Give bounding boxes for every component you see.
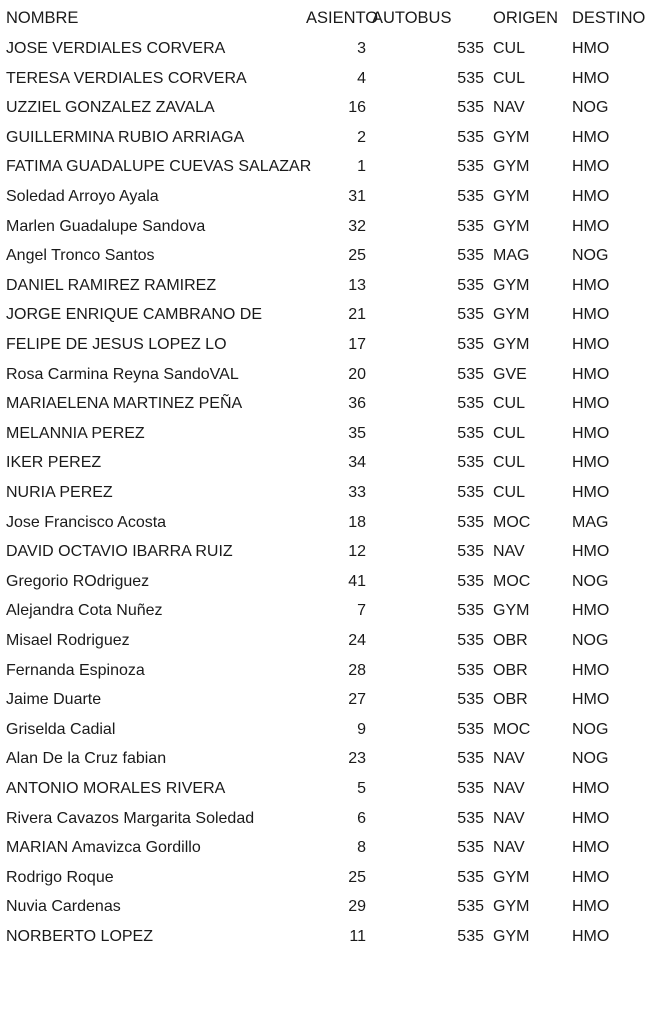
seat-number: 13 — [348, 276, 366, 294]
table-row — [0, 419, 641, 449]
passenger-name: UZZIEL GONZALEZ ZAVALA — [6, 99, 215, 117]
seat-number: 4 — [357, 69, 366, 87]
seat-number: 8 — [357, 839, 366, 857]
bus-number: 535 — [457, 868, 484, 886]
passenger-name: JOSE VERDIALES CORVERA — [6, 40, 226, 57]
bus-number: 535 — [457, 720, 484, 738]
table-row — [0, 863, 641, 893]
destination-code: HMO — [572, 868, 610, 886]
destination-code: HMO — [572, 602, 610, 620]
seat-number: 31 — [348, 188, 366, 205]
table-row — [0, 892, 641, 922]
origin-code: GYM — [493, 276, 530, 294]
table-row — [0, 537, 641, 567]
table-row — [0, 774, 641, 804]
origin-code: GYM — [493, 217, 530, 235]
seat-number: 17 — [348, 336, 366, 353]
bus-number: 535 — [457, 809, 484, 827]
table-row — [0, 64, 641, 94]
bus-number: 535 — [457, 484, 484, 501]
origin-code: NAV — [493, 99, 525, 117]
destination-code: NOG — [572, 99, 609, 117]
bus-number: 535 — [457, 306, 484, 324]
seat-number: 1 — [357, 158, 366, 176]
passenger-name: Nuvia Cardenas — [6, 898, 121, 916]
passenger-name: Marlen Guadalupe Sandova — [6, 217, 206, 235]
table-row — [0, 241, 641, 271]
bus-number: 535 — [457, 40, 484, 57]
origin-code: MOC — [493, 513, 531, 531]
origin-code: NAV — [493, 750, 525, 768]
seat-number: 24 — [348, 632, 366, 649]
bus-number: 535 — [457, 424, 484, 442]
seat-number: 23 — [348, 750, 366, 768]
seat-number: 32 — [348, 217, 366, 235]
passenger-name: MARIAN Amavizca Gordillo — [6, 839, 201, 857]
seat-number: 27 — [348, 691, 366, 709]
destination-code: NOG — [572, 750, 609, 768]
origin-code: MOC — [493, 572, 531, 590]
seat-number: 28 — [348, 661, 366, 679]
table-row — [0, 567, 641, 597]
table-row — [0, 656, 641, 686]
table-row — [0, 182, 641, 212]
origin-code: OBR — [493, 632, 528, 649]
origin-code: GYM — [493, 306, 530, 324]
seat-number: 7 — [357, 602, 366, 620]
passenger-name: TERESA VERDIALES CORVERA — [6, 69, 247, 87]
table-row — [0, 508, 641, 538]
seat-number: 34 — [348, 454, 366, 472]
destination-code: HMO — [572, 928, 610, 945]
bus-number: 535 — [457, 780, 484, 797]
destination-code: HMO — [572, 424, 610, 442]
bus-number: 535 — [457, 602, 484, 620]
seat-number: 29 — [348, 898, 366, 916]
passenger-name: Misael Rodriguez — [6, 632, 130, 649]
origin-code: GYM — [493, 158, 530, 176]
seat-number: 11 — [349, 928, 366, 945]
origin-code: GYM — [493, 898, 530, 916]
destination-code: HMO — [572, 898, 610, 916]
destination-code: HMO — [572, 780, 610, 797]
seat-number: 20 — [348, 365, 366, 383]
bus-number: 535 — [457, 513, 484, 531]
passenger-name: Soledad Arroyo Ayala — [6, 188, 159, 205]
seat-number: 6 — [357, 809, 366, 827]
bus-number: 535 — [457, 276, 484, 294]
origin-code: GVE — [493, 365, 527, 383]
passenger-name: FATIMA GUADALUPE CUEVAS SALAZAR — [6, 158, 312, 176]
bus-number: 535 — [457, 365, 484, 383]
table-row — [0, 596, 641, 626]
table-row — [0, 212, 641, 242]
destination-code: NOG — [572, 572, 609, 590]
header-row — [0, 4, 645, 34]
table-row — [0, 626, 641, 656]
table-row — [0, 685, 641, 715]
bus-number: 535 — [457, 543, 484, 561]
destination-code: HMO — [572, 839, 610, 857]
destination-code: HMO — [572, 543, 610, 561]
passenger-name: Rosa Carmina Reyna SandoVAL — [6, 365, 239, 383]
destination-code: HMO — [572, 217, 610, 235]
destination-code: NOG — [572, 720, 609, 738]
origin-code: CUL — [493, 40, 526, 57]
origin-code: CUL — [493, 69, 526, 87]
destination-code: HMO — [572, 365, 610, 383]
bus-number: 535 — [457, 336, 484, 353]
origin-code: GYM — [493, 188, 530, 205]
origin-code: CUL — [493, 484, 526, 501]
origin-code: GYM — [493, 868, 530, 886]
destination-code: MAG — [572, 513, 609, 531]
table-row — [0, 715, 641, 745]
table-row — [0, 478, 641, 508]
header-name: NOMBRE — [6, 9, 79, 27]
destination-code: HMO — [572, 454, 610, 472]
destination-code: HMO — [572, 69, 610, 87]
table-row — [0, 123, 641, 153]
bus-number: 535 — [457, 572, 484, 590]
table-row — [0, 300, 641, 330]
seat-number: 18 — [348, 513, 366, 531]
destination-code: HMO — [572, 128, 610, 146]
passenger-name: IKER PEREZ — [6, 454, 102, 472]
passenger-name: Alan De la Cruz fabian — [6, 750, 167, 768]
origin-code: GYM — [493, 602, 530, 620]
passenger-name: Jose Francisco Acosta — [6, 513, 167, 531]
origin-code: OBR — [493, 691, 528, 709]
destination-code: NOG — [572, 247, 609, 265]
bus-number: 535 — [457, 928, 484, 945]
table-row — [0, 744, 641, 774]
passenger-name: NORBERTO LOPEZ — [6, 928, 153, 945]
destination-code: HMO — [572, 188, 610, 205]
bus-number: 535 — [457, 750, 484, 768]
passenger-name: MELANNIA PEREZ — [6, 424, 145, 442]
origin-code: NAV — [493, 543, 525, 561]
table-row — [0, 389, 641, 419]
destination-code: HMO — [572, 395, 610, 413]
destination-code: HMO — [572, 336, 610, 353]
passenger-name: MARIAELENA MARTINEZ PEÑA — [6, 395, 243, 413]
bus-number: 535 — [457, 188, 484, 205]
header-seat: ASIENTO — [306, 9, 379, 27]
bus-number: 535 — [457, 69, 484, 87]
seat-number: 21 — [348, 306, 366, 324]
seat-number: 36 — [348, 395, 366, 413]
origin-code: NAV — [493, 839, 525, 857]
origin-code: GYM — [493, 128, 530, 146]
destination-code: HMO — [572, 276, 610, 294]
bus-number: 535 — [457, 158, 484, 176]
passenger-name: DAVID OCTAVIO IBARRA RUIZ — [6, 543, 233, 561]
origin-code: GYM — [493, 928, 530, 945]
bus-number: 535 — [457, 247, 484, 265]
seat-number: 2 — [357, 128, 366, 146]
seat-number: 9 — [357, 720, 366, 738]
bus-number: 535 — [457, 661, 484, 679]
table-row — [0, 271, 641, 301]
bus-number: 535 — [457, 454, 484, 472]
passenger-name: Griselda Cadial — [6, 720, 116, 738]
seat-number: 33 — [348, 484, 366, 501]
origin-code: MOC — [493, 720, 531, 738]
table-row — [0, 804, 641, 834]
seat-number: 25 — [348, 247, 366, 265]
passenger-name: ANTONIO MORALES RIVERA — [6, 780, 226, 797]
table-row — [0, 330, 641, 360]
passenger-name: Alejandra Cota Nuñez — [6, 602, 163, 620]
destination-code: HMO — [572, 40, 610, 57]
origin-code: OBR — [493, 661, 528, 679]
seat-number: 16 — [348, 99, 366, 117]
table-row — [0, 93, 641, 123]
origin-code: CUL — [493, 395, 526, 413]
table-row — [0, 360, 641, 390]
seat-number: 35 — [348, 424, 366, 442]
seat-number: 25 — [348, 868, 366, 886]
origin-code: NAV — [493, 809, 525, 827]
passenger-name: DANIEL RAMIREZ RAMIREZ — [6, 276, 217, 294]
origin-code: GYM — [493, 336, 530, 353]
bus-number: 535 — [457, 898, 484, 916]
table-row — [0, 833, 641, 863]
origin-code: NAV — [493, 780, 525, 797]
destination-code: HMO — [572, 809, 610, 827]
origin-code: CUL — [493, 454, 526, 472]
table-row — [0, 448, 641, 478]
table-row — [0, 152, 641, 182]
destination-code: HMO — [572, 691, 610, 709]
bus-number: 535 — [457, 217, 484, 235]
seat-number: 12 — [348, 543, 366, 561]
passenger-name: JORGE ENRIQUE CAMBRANO DE — [6, 306, 263, 324]
destination-code: HMO — [572, 158, 610, 176]
bus-number: 535 — [457, 691, 484, 709]
passenger-name: Rodrigo Roque — [6, 868, 114, 886]
bus-number: 535 — [457, 128, 484, 146]
bus-number: 535 — [457, 839, 484, 857]
origin-code: MAG — [493, 247, 530, 265]
passenger-name: Jaime Duarte — [6, 691, 102, 709]
destination-code: NOG — [572, 632, 609, 649]
seat-number: 3 — [357, 40, 366, 57]
bus-number: 535 — [457, 99, 484, 117]
origin-code: CUL — [493, 424, 526, 442]
passenger-name: FELIPE DE JESUS LOPEZ LO — [6, 336, 227, 353]
passenger-name: NURIA PEREZ — [6, 484, 113, 501]
passenger-name: Fernanda Espinoza — [6, 661, 145, 679]
table-row — [0, 922, 641, 952]
header-origin: ORIGEN — [493, 9, 559, 27]
seat-number: 41 — [348, 572, 366, 590]
passenger-name: Angel Tronco Santos — [6, 247, 155, 265]
destination-code: HMO — [572, 306, 610, 324]
header-bus: AUTOBUS — [372, 9, 452, 27]
passenger-name: Gregorio ROdriguez — [6, 572, 150, 590]
seat-number: 5 — [357, 780, 366, 797]
destination-code: HMO — [572, 484, 610, 501]
passenger-name: GUILLERMINA RUBIO ARRIAGA — [6, 128, 245, 146]
bus-number: 535 — [457, 395, 484, 413]
bus-number: 535 — [457, 632, 484, 649]
header-destination: DESTINO — [572, 9, 645, 27]
table-row — [0, 34, 641, 64]
destination-code: HMO — [572, 661, 610, 679]
passenger-name: Rivera Cavazos Margarita Soledad — [6, 809, 255, 827]
